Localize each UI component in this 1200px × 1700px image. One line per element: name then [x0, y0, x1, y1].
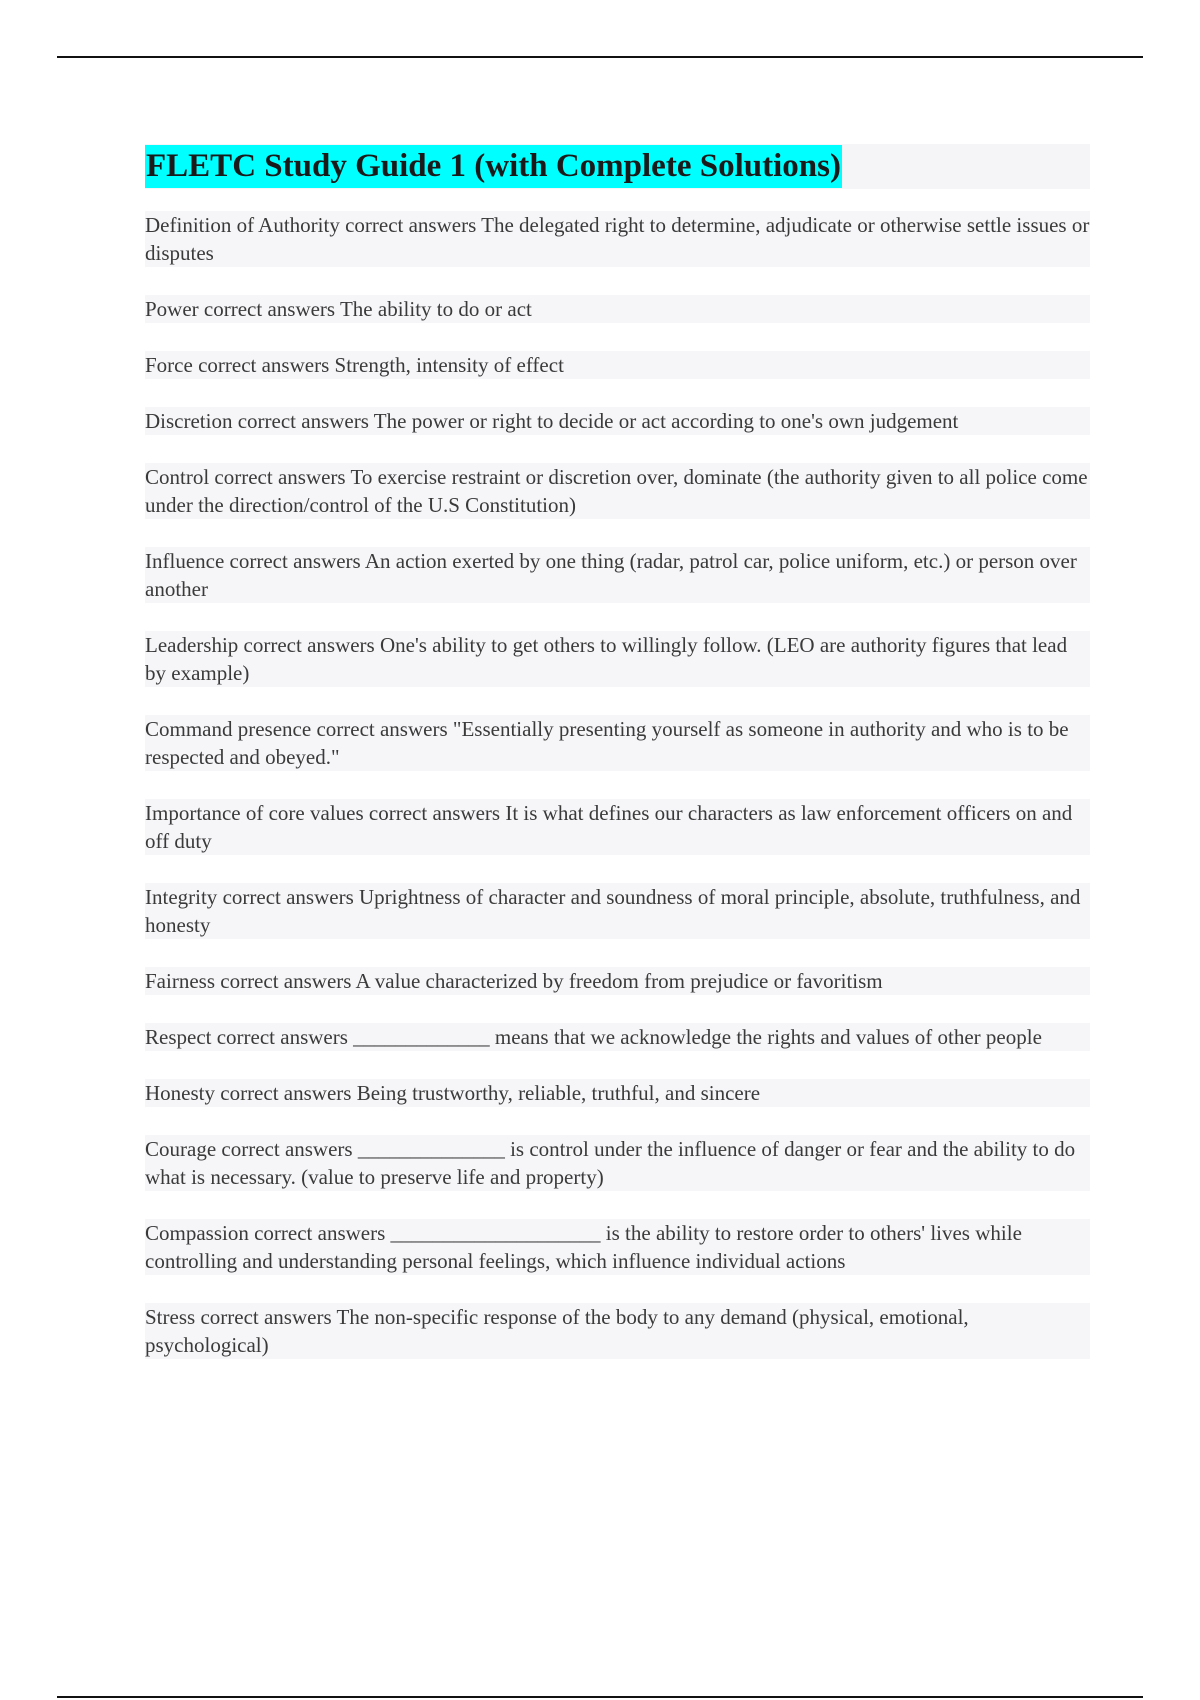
qa-separator: correct answers	[198, 353, 330, 377]
qa-entry	[145, 407, 1090, 435]
qa-separator: correct answers	[216, 1025, 348, 1049]
qa-separator: correct answers	[229, 549, 361, 573]
qa-answer: It is what defines our characters as law enforcement officers on and off duty	[145, 801, 1073, 853]
qa-term: Fairness	[145, 969, 215, 993]
top-rule	[57, 56, 1143, 58]
title-band	[145, 144, 1090, 189]
qa-entry	[145, 1079, 1090, 1107]
qa-answer: The non-specific response of the body to any demand (physical, emotional, psychological)	[145, 1305, 969, 1357]
qa-separator: correct answers	[316, 717, 448, 741]
qa-entry	[145, 1135, 1090, 1191]
qa-entry	[145, 1303, 1090, 1359]
qa-entry	[145, 295, 1090, 323]
qa-entry	[145, 715, 1090, 771]
qa-separator: correct answers	[237, 409, 369, 433]
qa-list	[145, 211, 1090, 1359]
qa-term: Stress	[145, 1305, 196, 1329]
qa-term: Definition of Authority	[145, 213, 340, 237]
qa-term: Importance of core values	[145, 801, 364, 825]
qa-entry	[145, 1219, 1090, 1275]
qa-term: Integrity	[145, 885, 218, 909]
qa-answer: _____________ means that we acknowledge the rights and values of other people	[353, 1025, 1042, 1049]
qa-term: Honesty	[145, 1081, 215, 1105]
qa-entry	[145, 547, 1090, 603]
qa-answer: ______________ is control under the influence of danger or fear and the ability to do what is necessary. (value to preserve life and property)	[145, 1137, 1076, 1189]
bottom-rule	[57, 1696, 1143, 1698]
qa-entry	[145, 211, 1090, 267]
qa-answer: Strength, intensity of effect	[334, 353, 564, 377]
qa-answer: A value characterized by freedom from prejudice or favoritism	[355, 969, 883, 993]
qa-separator: correct answers	[368, 801, 501, 825]
qa-term: Courage	[145, 1137, 217, 1161]
qa-separator: correct answers	[243, 633, 375, 657]
qa-entry	[145, 351, 1090, 379]
qa-answer: The delegated right to determine, adjudicate or otherwise settle issues or disputes	[145, 213, 1090, 265]
qa-term: Force	[145, 353, 193, 377]
qa-answer: One's ability to get others to willingly follow. (LEO are authority figures that lead by example)	[145, 633, 1068, 685]
qa-answer: ____________________ is the ability to restore order to others' lives while controlling and understanding personal feelings, which influence individual actions	[145, 1221, 1022, 1273]
qa-term: Leadership	[145, 633, 239, 657]
qa-entry	[145, 1023, 1090, 1051]
qa-term: Power	[145, 297, 199, 321]
qa-entry	[145, 967, 1090, 995]
qa-entry	[145, 883, 1090, 939]
qa-entry	[145, 799, 1090, 855]
qa-separator: correct answers	[345, 213, 477, 237]
qa-answer: Being trustworthy, reliable, truthful, and sincere	[356, 1081, 761, 1105]
qa-separator: correct answers	[220, 1081, 352, 1105]
qa-separator: correct answers	[222, 885, 354, 909]
qa-answer: Uprightness of character and soundness of moral principle, absolute, truthfulness, and honesty	[145, 885, 1081, 937]
document-title: FLETC Study Guide 1 (with Complete Solutions)	[145, 145, 842, 188]
qa-separator: correct answers	[214, 465, 346, 489]
qa-answer: "Essentially presenting yourself as someone in authority and who is to be respected and obeyed."	[145, 717, 1069, 769]
qa-separator: correct answers	[220, 969, 352, 993]
qa-entry	[145, 463, 1090, 519]
qa-term: Influence	[145, 549, 225, 573]
qa-entry	[145, 631, 1090, 687]
qa-separator: correct answers	[203, 297, 336, 321]
qa-separator: correct answers	[221, 1137, 353, 1161]
qa-answer: An action exerted by one thing (radar, patrol car, police uniform, etc.) or person over another	[145, 549, 1077, 601]
document-body	[145, 144, 1090, 1387]
qa-term: Discretion	[145, 409, 233, 433]
qa-answer: The ability to do or act	[339, 297, 532, 321]
qa-answer: To exercise restraint or discretion over, dominate (the authority given to all police come under the direction/control of the U.S Constitution)	[145, 465, 1088, 517]
qa-term: Respect	[145, 1025, 212, 1049]
qa-term: Control	[145, 465, 210, 489]
qa-term: Command presence	[145, 717, 312, 741]
qa-term: Compassion	[145, 1221, 249, 1245]
qa-separator: correct answers	[254, 1221, 386, 1245]
qa-answer: The power or right to decide or act according to one's own judgement	[373, 409, 959, 433]
qa-separator: correct answers	[200, 1305, 332, 1329]
